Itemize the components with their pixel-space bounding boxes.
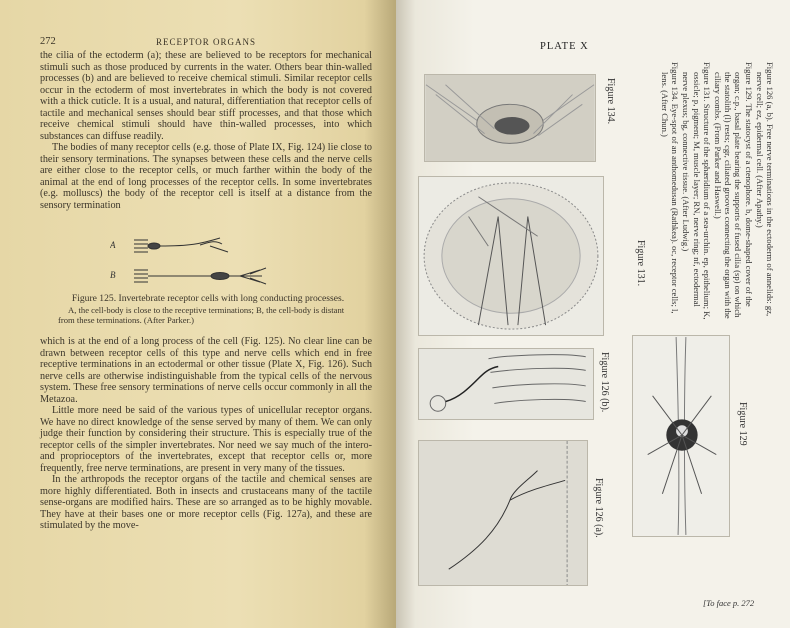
page-number: 272 (40, 36, 56, 47)
figure-label-b: B (110, 270, 116, 280)
figure-129-label: Figure 129 (737, 402, 748, 446)
plate-title: PLATE X (540, 41, 589, 52)
running-head-title: RECEPTOR ORGANS (155, 37, 257, 47)
figure-126b-label: Figure 126 (b). (599, 352, 610, 413)
body-text-top (40, 50, 372, 211)
caption-figure-134: Figure 134. Eye-spot of an anthomedusan (Rathkea). oc, receptor cells; l, lens. (After Chun.) (659, 62, 681, 314)
figure-129-image (632, 335, 730, 537)
paragraph: the cilia of the ectoderm (a); these are believed to be receptors for mechanical stimuli such as those produced by currents in the water. Others bear thin-walled processes (b) and are believed to receive chemical stimuli. Similar receptor cells occur in the ectoderm of most invertebrates in which the body is not covered with a thick cuticle. It is a usual, and natural, differentiation that receptor cells of tactile and mechanical senses should bear stiff processes, and that those which receive chemical stimuli should have thin-walled processes, into which substances can diffuse readily. (40, 50, 372, 142)
caption-figure-131: Figure 131. Structure of the sphæridium of a sea-urchin. ep, epithelium; K, ossicle; p, pigment; M, muscle layer; RN, nerve ring; nf, ectodermal nerve plexus; bg, connective tissue. (After Ludwig.) (681, 62, 712, 320)
figure-134-image (424, 74, 596, 162)
figure-126a-image (418, 440, 588, 586)
figure-126b-image (418, 348, 594, 420)
figure-134-label: Figure 134. (605, 78, 616, 125)
caption-figure-126: Figure 126 (a, b). Free nerve terminations in the ectoderm of annelids: gz, nerve cell; ez, epidermal cell. (After Apathy.) (754, 62, 775, 317)
figure-126a-label: Figure 126 (a). (593, 478, 604, 538)
figure-125-illustration (110, 232, 310, 288)
caption-figure-129: Figure 129. The statocyst of a ctenophore. b, dome-shaped cover of the organ; c.p., basal plate bearing the supports of fused cilia (sp) on which the statolith (l) rests; cgr, ciliated grooves connecting the organ with the ciliary combs. (From Parker and Haswell.) (712, 62, 754, 319)
figure-125-caption (58, 294, 358, 326)
caption-title: Figure 125. Invertebrate receptor cells with long conducting processes. (71, 293, 345, 304)
paragraph: which is at the end of a long process of the cell (Fig. 125). No clear line can be drawn between receptor cells of this type and nerve cells which end in free receptive terminations in an ectodermal or other tissue (Plate X, Fig. 126). Such nerve cells are otherwise indistinguishable from the typical cells of the nervous system. These free sensory terminations of nerve cells occur commonly in all the Metazoa. (40, 336, 372, 405)
to-face-note: [To face p. 272 (703, 598, 755, 608)
caption-body: A, the cell-body is close to the receptive terminations; B, the cell-body is distant from these terminations. (After Parker.) (58, 304, 345, 325)
paragraph: In the arthropods the receptor organs of the tactile and chemical senses are more highly differentiated. Both in insects and crustaceans many of the tactile sense-organs are modified hairs. These are so arranged as to be highly movable. They have at their bases one or more receptor cells (Fig. 127a), and these are stimulated by the move- (40, 474, 372, 531)
figure-131-image (418, 176, 604, 336)
body-text-bottom (40, 336, 372, 532)
paragraph: The bodies of many receptor cells (e.g. those of Plate IX, Fig. 124) lie close to their sensory terminations. The synapses between these cells and the nerve cells are either close to the receptor cells, or much farther within the body of the animal at the end of long processes of the receptor cells. In some invertebrates (e.g. molluscs) the body of the receptor cell is itself at a distance from the sensory termination (40, 142, 372, 211)
plate-captions (659, 62, 775, 324)
figure-label-a: A (110, 240, 116, 250)
paragraph: Little more need be said of the various types of unicellular receptor organs. We have no direct knowledge of the sense served by many of them. We can only judge their function by considering their structure. This is especially true of the receptor cells of the simpler invertebrates. Nor need we say much of the intero- and proprioceptors of the invertebrates, except that receptor cells or, more frequently, free nerve terminations, are present in very many of the tissues. (40, 405, 372, 474)
figure-131-label: Figure 131. (635, 240, 646, 287)
running-head (40, 36, 372, 47)
